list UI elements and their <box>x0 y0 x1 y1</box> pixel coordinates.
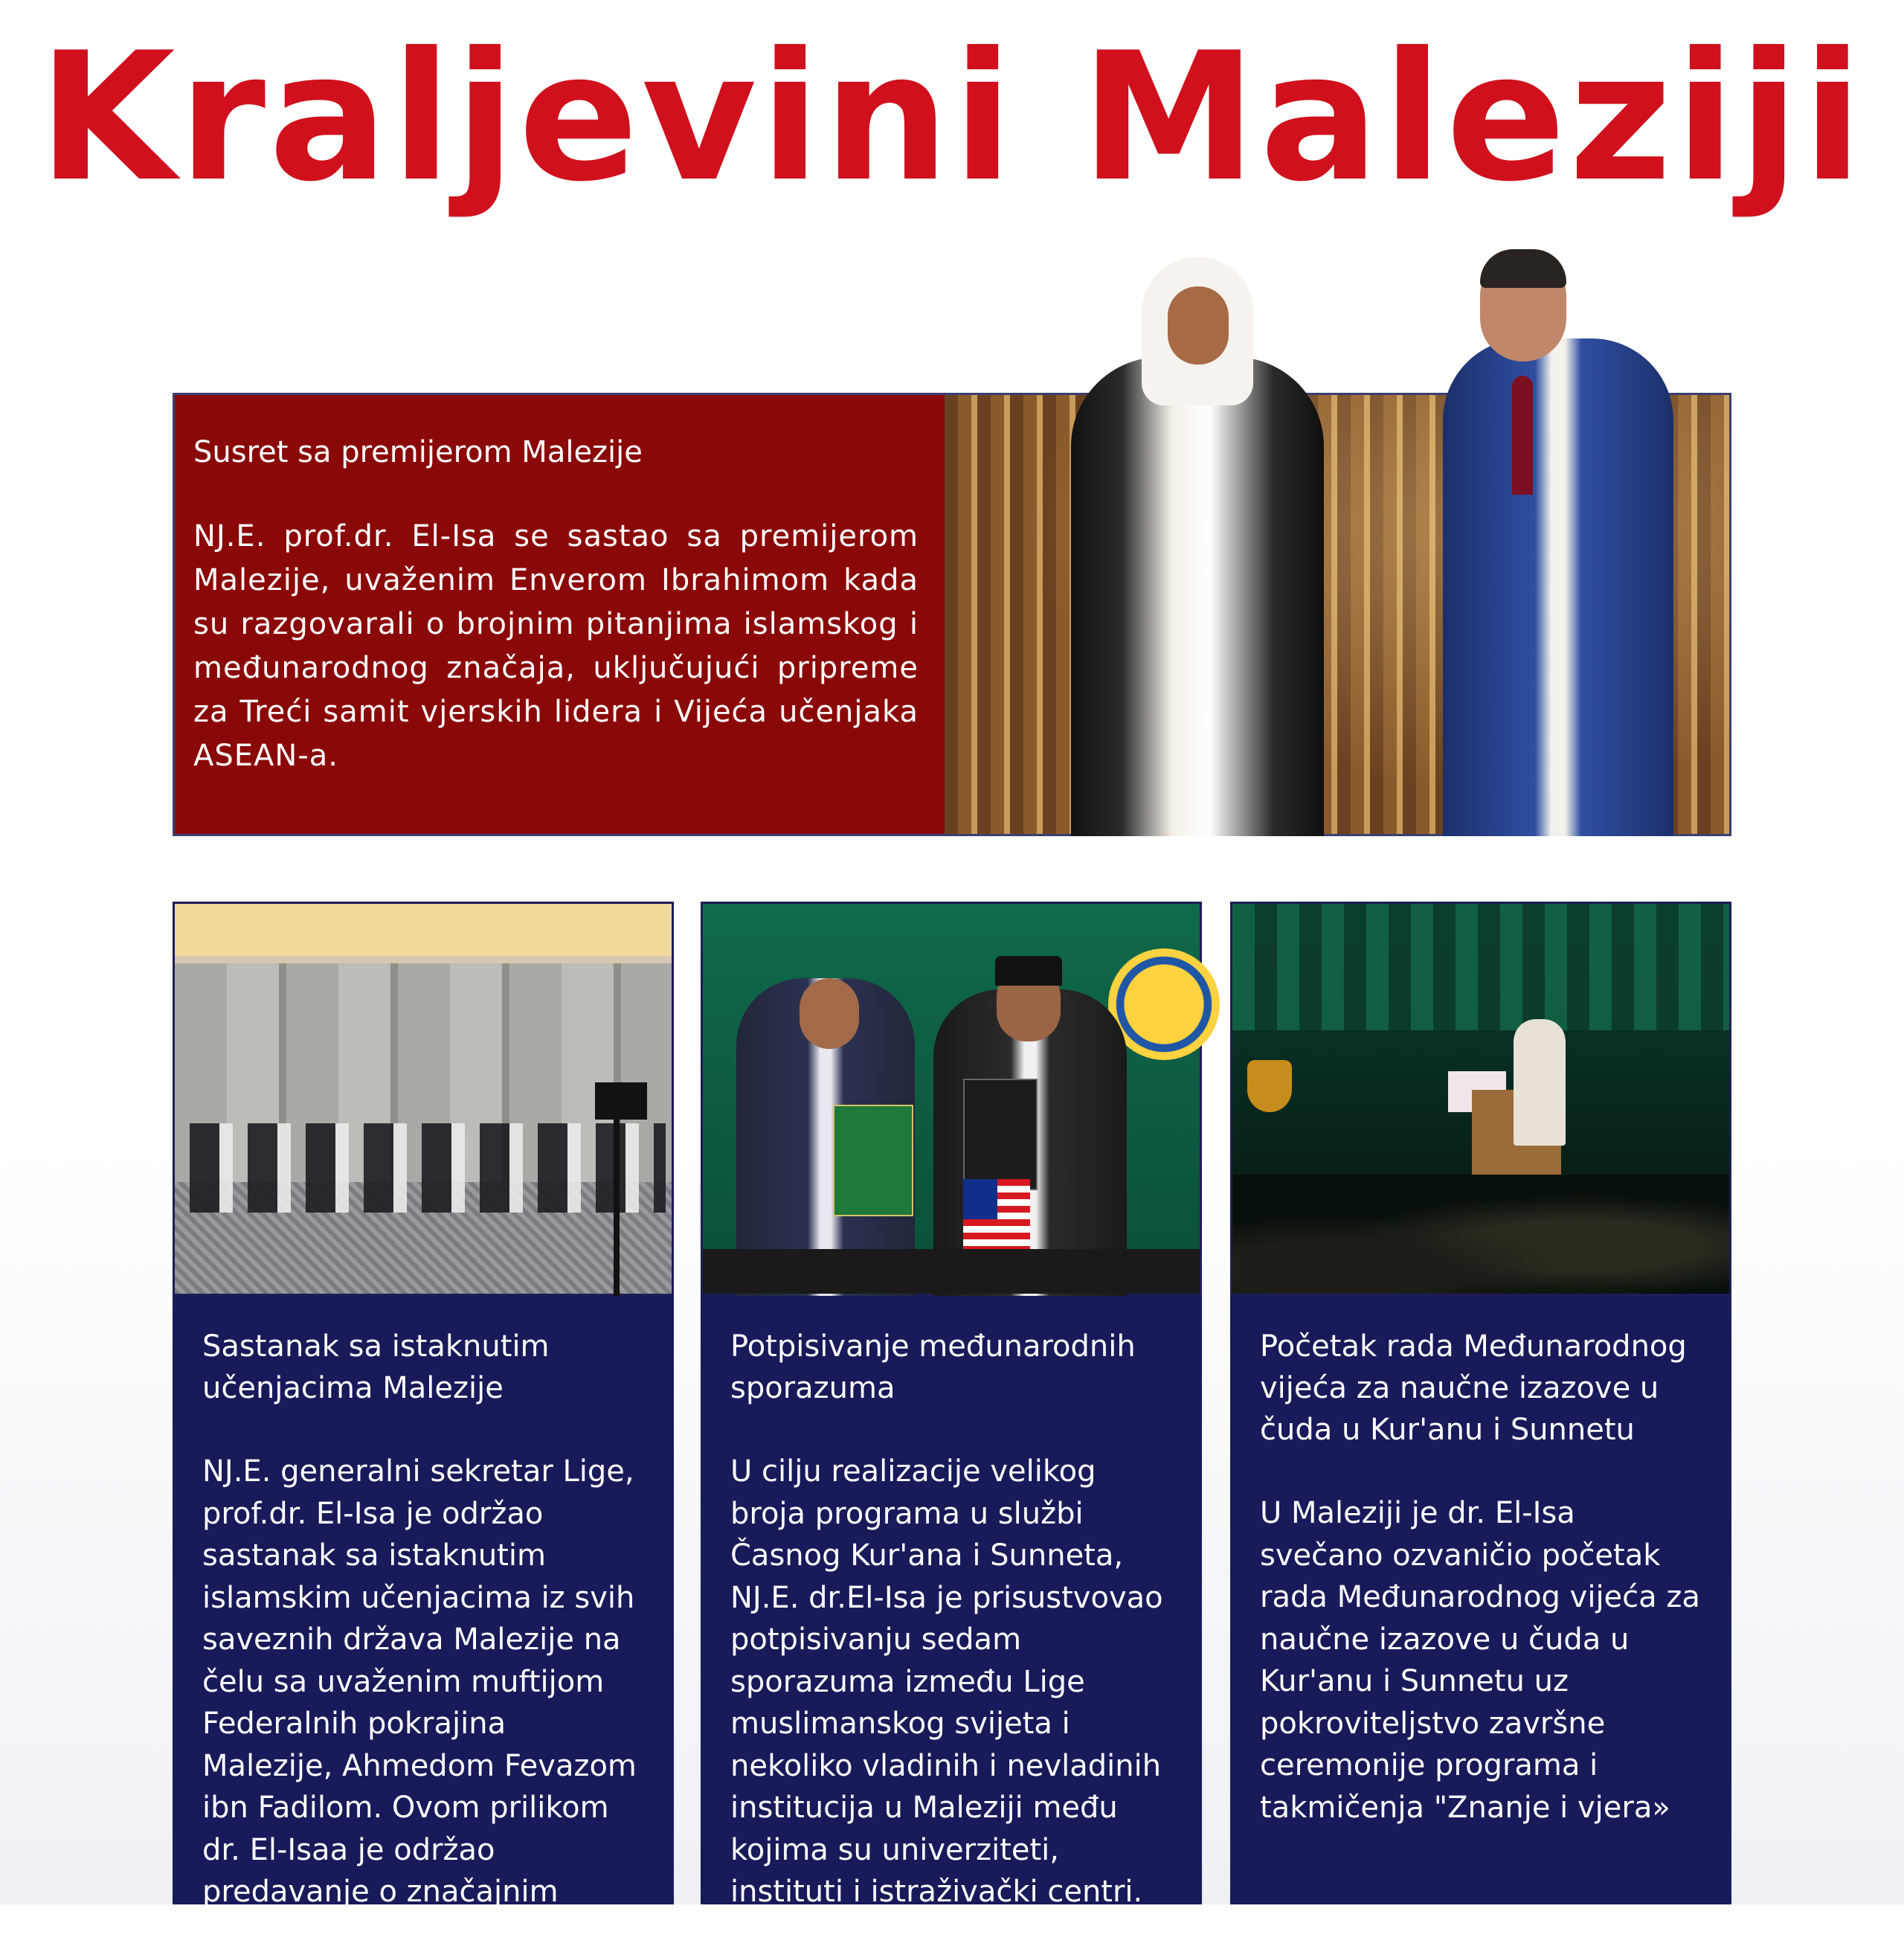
card-heading: Potpisivanje međunarodnih sporazuma <box>730 1329 1136 1405</box>
hero-text <box>193 431 919 778</box>
card-agreement-signing <box>701 1296 1202 1909</box>
card-scholars-meeting <box>173 1296 674 1951</box>
photo-seated-scholars <box>190 1123 666 1213</box>
photo-black-folder <box>963 1079 1038 1190</box>
card-heading: Početak rada Međunarodnog vijeća za naučne izazove u čuda u Kur'anu i Sunnetu <box>1260 1329 1687 1447</box>
photo-songkok-cap <box>995 956 1062 986</box>
photo-malaysia-crest <box>1247 1060 1292 1112</box>
card-council-launch <box>1230 1296 1731 1904</box>
hero-heading: Susret sa premijerom Malezije <box>193 435 643 469</box>
photo-stage <box>703 1249 1200 1294</box>
hero-body: NJ.E. prof.dr. El-Isa se sastao sa premijerom Malezije, uvaženim Enverom Ibrahimom kada su razgovarali o brojnim pitanjima islamskog i međunarodnog značaja, uključujući pripreme za Treći samit vjerskih lidera i Vijeća učenjaka ASEAN-a. <box>193 519 919 773</box>
card-photo-council-launch <box>1230 902 1731 1296</box>
card-text: U cilju realizacije velikog broja programa u službi Časnog Kur'ana i Sunneta, NJ.E. dr.El-Isa je prisustvovao potpisivanju sedam sporazuma između Lige muslimanskog svijeta i nekoliko vladinih i nevladinih institucija u Maleziji među kojima su univerziteti, instituti i istraživački centri. <box>730 1454 1163 1909</box>
photo-speaker <box>1514 1019 1566 1146</box>
hero-person-robe <box>1071 357 1324 836</box>
photo-green-folder <box>833 1105 913 1216</box>
photo-camera <box>595 1082 647 1120</box>
hero-person2-tie <box>1512 376 1533 495</box>
photo-signatory-left-face <box>800 978 859 1049</box>
card-photo-agreement-signing <box>701 902 1202 1296</box>
page-title: Kraljevini Maleziji <box>38 15 1866 221</box>
photo-flag-canton <box>963 1179 997 1219</box>
hero-person-suit <box>1443 338 1673 836</box>
card-text: NJ.E. generalni sekretar Lige, prof.dr. El-Isa je održao sastanak sa istaknutim islamskim učenjacima iz svih saveznih država Malezije na čelu sa uvaženim muftijom Federalnih pokrajina Malezije, Ahmedom Fevazom ibn Fadilom. Ovom prilikom dr. El-Isaa je održao predavanje o značajnim islamskim <box>202 1454 637 1951</box>
card-heading: Sastanak sa istaknutim učenjacima Malezije <box>202 1329 550 1405</box>
photo-wall-pattern <box>1232 904 1729 1030</box>
card-photo-scholars-meeting <box>173 902 674 1296</box>
hero-person2-hair <box>1480 249 1566 288</box>
photo-audience <box>1232 1175 1729 1294</box>
hero-person-face <box>1168 286 1229 365</box>
card-text: U Maleziji je dr. El-Isa svečano ozvaničio početak rada Međunarodnog vijeća za naučne izazove u čuda u Kur'anu i Sunnetu uz pokroviteljstvo završne ceremonije programa i takmičenja "Znanje i vjera» <box>1260 1496 1700 1825</box>
photo-tripod <box>614 1090 620 1298</box>
